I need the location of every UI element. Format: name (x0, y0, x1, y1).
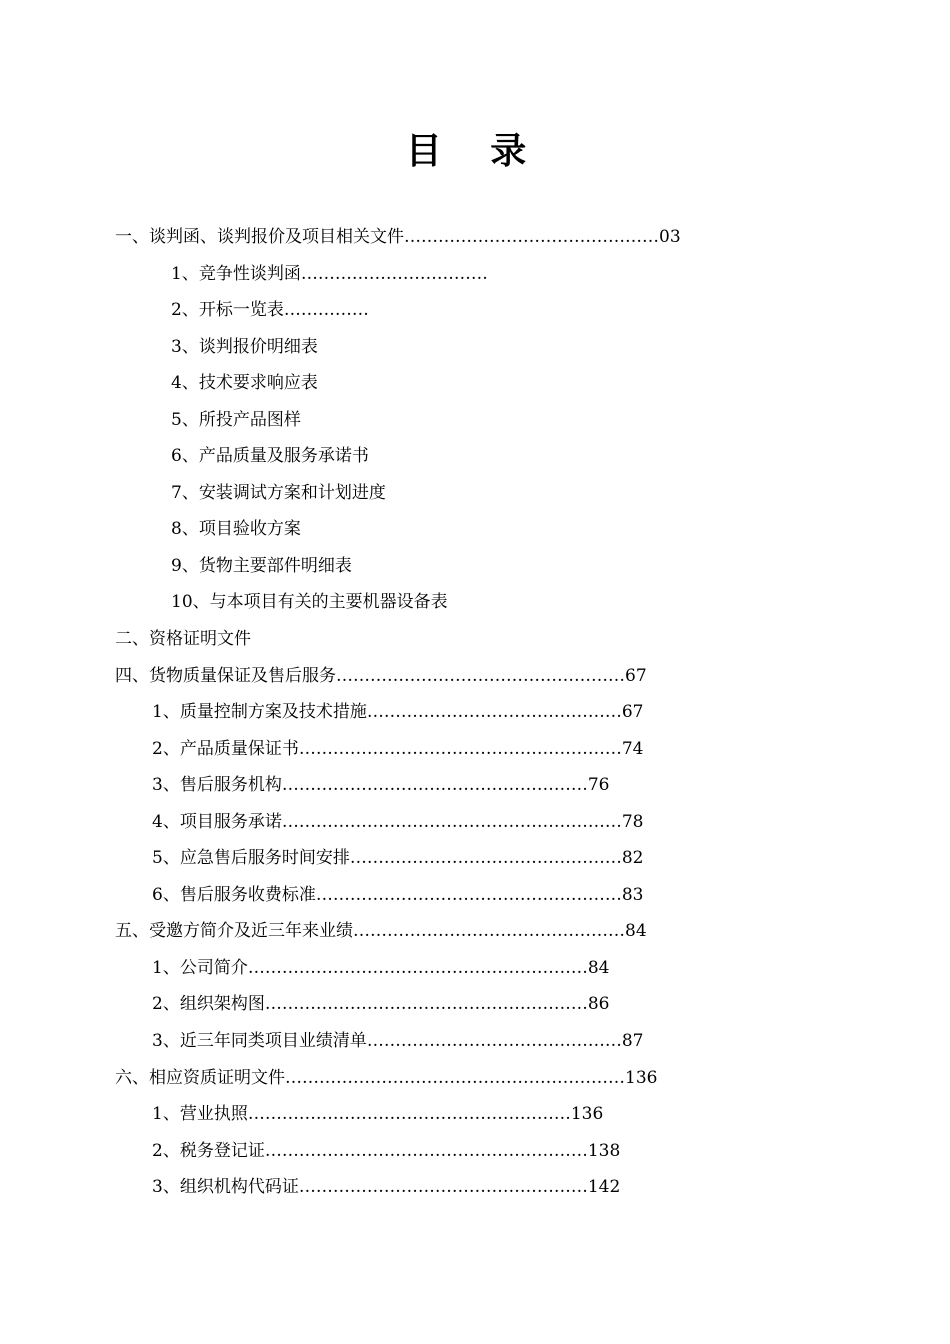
toc-entry (0, 1133, 950, 1170)
toc-entry (0, 292, 950, 329)
toc-entry (0, 877, 950, 914)
toc-entry-text: 1、营业执照…………………………………………………136 (152, 1104, 604, 1125)
toc-entry-text: 5、所投产品图样 (171, 409, 301, 430)
toc-entry (0, 584, 950, 621)
toc-entry (0, 1023, 950, 1060)
table-of-contents (0, 219, 950, 1206)
toc-entry-text: 6、售后服务收费标准………………………………………………83 (152, 884, 644, 905)
toc-entry-text: 3、近三年同类项目业绩清单………………………………………87 (152, 1031, 644, 1052)
toc-entry (0, 731, 950, 768)
toc-entry (0, 986, 950, 1023)
toc-entry (0, 950, 950, 987)
toc-entry-text: 3、谈判报价明细表 (171, 336, 318, 357)
toc-entry (0, 767, 950, 804)
toc-entry-text: 9、货物主要部件明细表 (171, 555, 352, 576)
toc-entry-section-1 (0, 219, 950, 256)
toc-entry-text: 2、税务登记证…………………………………………………138 (152, 1140, 621, 1161)
toc-entry-section-4 (0, 658, 950, 695)
toc-entry-text: 4、项目服务承诺……………………………………………………78 (152, 811, 644, 832)
toc-entry-text: 8、项目验收方案 (171, 519, 301, 540)
toc-entry (0, 548, 950, 585)
toc-entry (0, 804, 950, 841)
toc-entry (0, 1096, 950, 1133)
toc-entry-text: 2、组织架构图…………………………………………………86 (152, 994, 610, 1015)
toc-entry (0, 1169, 950, 1206)
toc-entry-text: 6、产品质量及服务承诺书 (171, 446, 369, 467)
toc-entry-text: 7、安装调试方案和计划进度 (171, 482, 386, 503)
toc-entry-text: 4、技术要求响应表 (171, 373, 318, 394)
toc-entry-text: 1、竞争性谈判函…………………………… (171, 263, 488, 284)
toc-entry-text: 二、资格证明文件 (115, 629, 251, 650)
toc-entry-text: 2、产品质量保证书…………………………………………………74 (152, 738, 644, 759)
toc-entry-text: 3、售后服务机构………………………………………………76 (152, 775, 610, 796)
toc-entry (0, 694, 950, 731)
toc-entry-section-5 (0, 913, 950, 950)
toc-entry-section-2 (0, 621, 950, 658)
toc-entry-text: 一、谈判函、谈判报价及项目相关文件………………………………………03 (115, 227, 681, 247)
toc-entry (0, 475, 950, 512)
toc-entry (0, 329, 950, 366)
toc-entry (0, 438, 950, 475)
toc-entry (0, 402, 950, 439)
page-title: 目 录 (405, 131, 545, 172)
toc-entry (0, 365, 950, 402)
toc-entry-text: 5、应急售后服务时间安排…………………………………………82 (152, 848, 644, 869)
toc-entry-text: 2、开标一览表…………… (171, 300, 369, 321)
toc-entry-section-6 (0, 1060, 950, 1097)
toc-entry-text: 五、受邀方简介及近三年来业绩…………………………………………84 (115, 921, 647, 942)
toc-entry (0, 840, 950, 877)
toc-entry-text: 1、质量控制方案及技术措施………………………………………67 (152, 702, 644, 723)
toc-entry (0, 511, 950, 548)
toc-entry-text: 3、组织机构代码证……………………………………………142 (152, 1177, 621, 1198)
toc-entry-text: 10、与本项目有关的主要机器设备表 (171, 592, 448, 613)
toc-entry-text: 四、货物质量保证及售后服务……………………………………………67 (115, 665, 647, 686)
toc-entry (0, 256, 950, 293)
toc-entry-text: 1、公司简介……………………………………………………84 (152, 957, 610, 978)
toc-entry-text: 六、相应资质证明文件……………………………………………………136 (115, 1067, 658, 1088)
